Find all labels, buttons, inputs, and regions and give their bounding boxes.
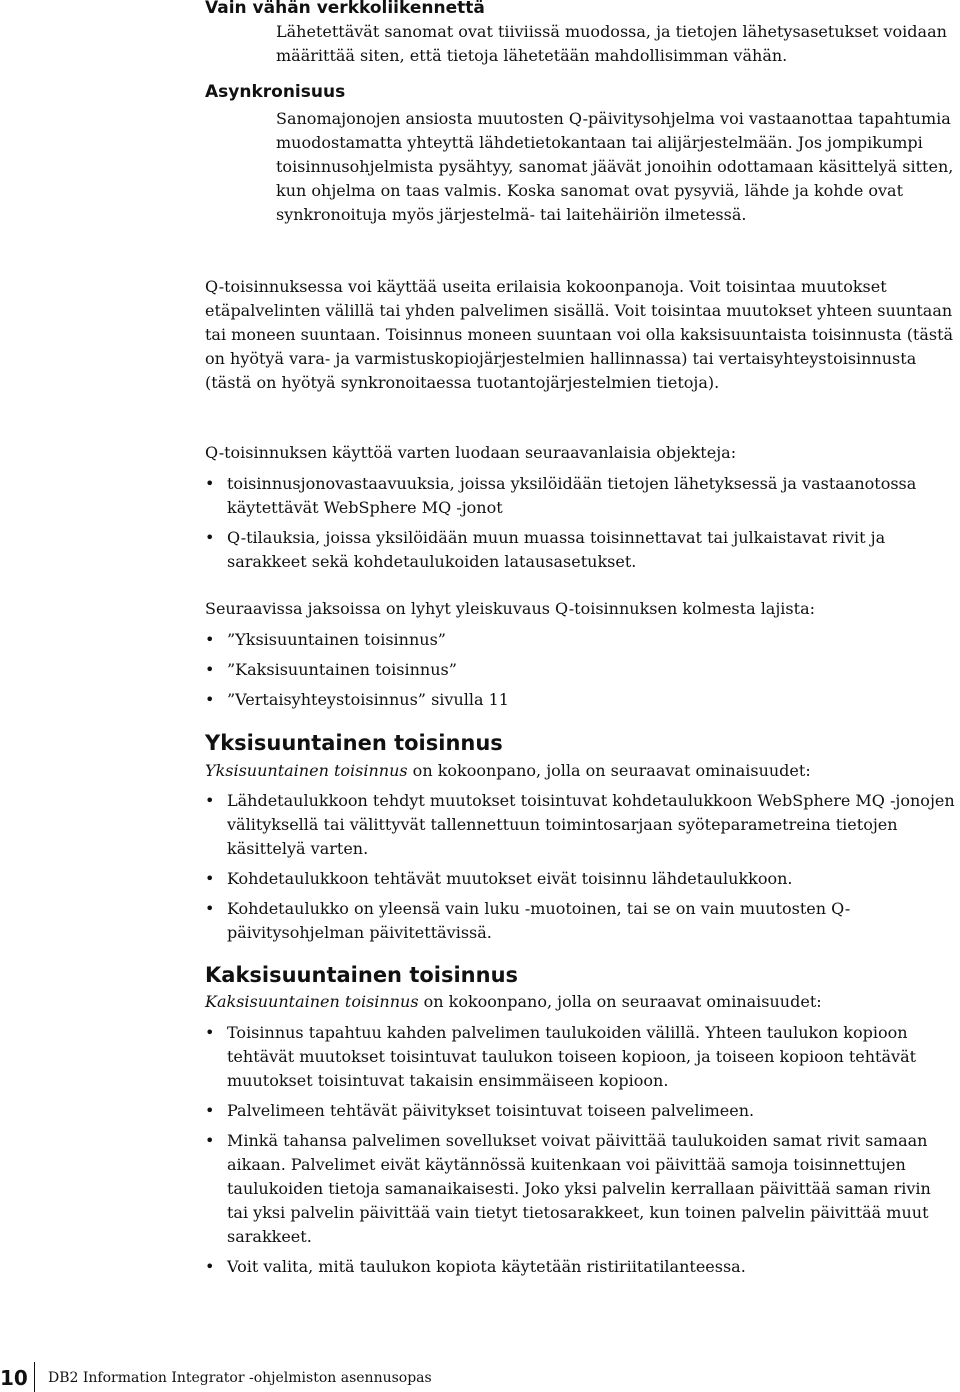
types-intro — [205, 597, 955, 621]
list-item: • Voit valita, mitä taulukon kopiota käytetään ristiriitatilanteessa. — [205, 1255, 955, 1279]
bullet-icon: • — [205, 660, 215, 679]
link-bi[interactable]: ”Kaksisuuntainen toisinnus” — [227, 660, 457, 679]
book-title: DB2 Information Integrator -ohjelmiston asennusopas — [48, 1370, 432, 1386]
list-item — [205, 688, 955, 712]
bidirectional-item-4 — [205, 1255, 955, 1279]
list-item — [205, 628, 955, 652]
types-intro-text: Seuraavissa jaksoissa on lyhyt yleiskuvaus Q-toisinnuksen kolmesta lajista: — [205, 599, 815, 618]
footer-divider — [34, 1362, 35, 1392]
list-item: • toisinnusjonovastaavuuksia, joissa yksilöidään tietojen lähetyksessä ja vastaanotossa käytettävät WebSphere MQ -jonot — [205, 474, 917, 517]
definition-async — [205, 82, 955, 102]
page-number: 10 — [0, 1366, 28, 1390]
definition-async-body — [276, 107, 956, 227]
bidirectional-item-1 — [205, 1021, 955, 1093]
bullet-icon: • — [205, 1023, 215, 1042]
objects-list-2 — [205, 526, 960, 574]
term-low-traffic: Vain vähän verkkoliikennettä — [205, 0, 485, 18]
objects-intro-text: Q-toisinnuksen käyttöä varten luodaan seuraavanlaisia objekteja: — [205, 443, 737, 462]
unidirectional-item-1 — [205, 789, 955, 861]
bullet-icon: • — [205, 630, 215, 649]
page-footer — [0, 1362, 960, 1392]
bullet-icon: • — [205, 1101, 215, 1120]
bullet-icon: • — [205, 474, 215, 493]
definition-async-text: Sanomajonojen ansiosta muutosten Q-päivitysohjelma voi vastaanottaa tapahtumia muodostamatta yhteyttä lähdetietokantaan tai alijärjestelmään. Jos jompikumpi toisinnusohjelmista pysähtyy, sanomat jäävät jonoihin odottamaan käsittelyä sitten, kun ohjelma on taas valmis. Koska sanomat ovat pysyviä, lähde ja kohde ovat synkronoituja myös järjestelmä- tai laitehäiriön ilmetessä. — [276, 109, 954, 224]
list-item: • Q-tilauksia, joissa yksilöidään muun muassa toisinnettavat tai julkaistavat rivit ja sarakkeet sekä kohdetaulukoiden latausasetukset. — [205, 528, 886, 571]
intro-term-unidirectional: Yksisuuntainen toisinnus — [205, 761, 408, 780]
bullet-icon: • — [205, 1257, 215, 1276]
section-bidirectional — [205, 962, 955, 988]
bidirectional-intro: Kaksisuuntainen toisinnus on kokoonpano, jolla on seuraavat ominaisuudet: — [205, 992, 822, 1011]
definition-low-traffic-text: Lähetettävät sanomat ovat tiiviissä muodossa, ja tietojen lähetysasetukset voidaan määrittää siten, että tietoja lähetetään mahdollisimman vähän. — [276, 22, 947, 65]
config-paragraph-text: Q-toisinnuksessa voi käyttää useita erilaisia kokoonpanoja. Voit toisintaa muutokset etäpalvelinten välillä tai yhden palvelimen sisällä. Voit toisintaa muutokset yhteen suuntaan tai moneen suuntaan. Toisinnus moneen suuntaan voi olla kaksisuuntaista toisinnusta (tästä on hyötyä vara- ja varmistuskopiojärjestelmien hallinnassa) tai vertaisyhteystoisinnusta (tästä on hyötyä synkronoitaessa tuotantojärjestelmien tietoja). — [205, 277, 954, 392]
bullet-icon: • — [205, 1131, 215, 1150]
list-item: • Kohdetaulukko on yleensä vain luku -muotoinen, tai se on vain muutosten Q-päivitysohjelman päivitettävissä. — [205, 899, 851, 942]
list-item: • Toisinnus tapahtuu kahden palvelimen taulukoiden välillä. Yhteen taulukon kopioon tehtävät muutokset toisintuvat taulukon toiseen kopioon, ja toiseen kopioon tehtävät muutokset toisintuvat takaisin ensimmäiseen kopioon. — [205, 1023, 917, 1090]
types-list-item-2 — [205, 658, 955, 682]
list-item: • Minkä tahansa palvelimen sovellukset voivat päivittää taulukoiden samat rivit samaan aikaan. Palvelimet eivät käytännössä kuitenkaan voi päivittää samoja toisinnettujen taulukoiden tietoja samanaikaisesti. Joko yksi palvelin kerrallaan päivittää saman rivin tai yksi palvelin päivittää vain tietyt tietosarakkeet, kun toinen palvelin päivittää muut sarakkeet. — [205, 1131, 931, 1246]
unidirectional-item-2 — [205, 867, 955, 891]
list-item: • Kohdetaulukkoon tehtävät muutokset eivät toisinnu lähdetaulukkoon. — [205, 867, 955, 891]
section-heading-unidirectional: Yksisuuntainen toisinnus — [205, 731, 503, 755]
types-list-item-3 — [205, 688, 955, 712]
list-item: • Palvelimeen tehtävät päivitykset toisintuvat toiseen palvelimeen. — [205, 1099, 955, 1123]
definition-list — [205, 0, 955, 18]
bullet-icon: • — [205, 690, 215, 709]
link-peer[interactable]: ”Vertaisyhteystoisinnus” sivulla 11 — [227, 690, 509, 709]
config-paragraph — [205, 275, 955, 395]
definition-low-traffic — [276, 20, 956, 68]
section-unidirectional — [205, 730, 955, 756]
bidirectional-item-2 — [205, 1099, 955, 1123]
types-list-item-1 — [205, 628, 955, 652]
bullet-icon: • — [205, 869, 215, 888]
intro-term-bidirectional: Kaksisuuntainen toisinnus — [205, 992, 419, 1011]
unidirectional-intro: Yksisuuntainen toisinnus on kokoonpano, jolla on seuraavat ominaisuudet: — [205, 761, 811, 780]
unidirectional-item-3 — [205, 897, 955, 945]
bullet-icon: • — [205, 899, 215, 918]
term-async: Asynkronisuus — [205, 82, 346, 102]
list-item — [205, 658, 955, 682]
objects-list — [205, 472, 960, 520]
section-heading-bidirectional: Kaksisuuntainen toisinnus — [205, 963, 519, 987]
bullet-icon: • — [205, 791, 215, 810]
link-uni[interactable]: ”Yksisuuntainen toisinnus” — [227, 630, 446, 649]
bullet-icon: • — [205, 528, 215, 547]
list-item: • Lähdetaulukkoon tehdyt muutokset toisintuvat kohdetaulukkoon WebSphere MQ -jonojen välityksellä tai välittyvät tallennettuun toimintosarjaan syöteparametreina tietojen käsittelyä varten. — [205, 791, 955, 858]
bidirectional-item-3 — [205, 1129, 955, 1249]
objects-intro — [205, 441, 955, 465]
